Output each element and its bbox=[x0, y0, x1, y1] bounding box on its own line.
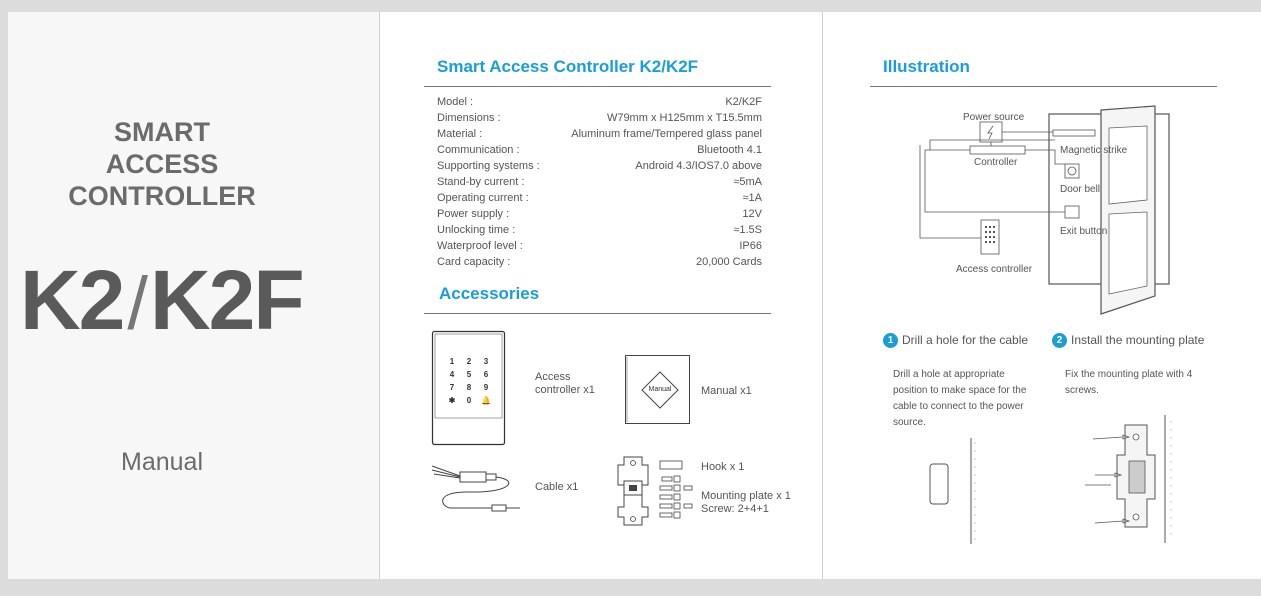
spec-key: Dimensions : bbox=[437, 112, 501, 124]
spec-key: Model : bbox=[437, 96, 474, 108]
mounting-plate-install-image bbox=[1085, 415, 1185, 545]
keypad-key: 8 bbox=[466, 383, 472, 392]
keypad-key: 3 bbox=[483, 357, 489, 366]
spec-row bbox=[437, 208, 762, 224]
access-controller-label-2: controller x1 bbox=[535, 384, 595, 396]
manual-label: Manual x1 bbox=[701, 385, 752, 397]
step-2-title bbox=[1052, 333, 1204, 348]
page-divider bbox=[822, 12, 823, 579]
spec-row bbox=[437, 128, 762, 144]
spec-row bbox=[437, 240, 762, 256]
spec-key: Operating current : bbox=[437, 192, 529, 204]
model-separator: / bbox=[127, 262, 146, 345]
keypad-key: 6 bbox=[483, 370, 489, 379]
access-controller-label-1: Access bbox=[535, 371, 571, 383]
keypad-key: 1 bbox=[449, 357, 455, 366]
step-1-number: 1 bbox=[883, 333, 898, 348]
wiring-diagram bbox=[915, 100, 1175, 320]
step-2-title-text: Install the mounting plate bbox=[1071, 333, 1205, 347]
spec-row bbox=[437, 224, 762, 240]
step-2-number: 2 bbox=[1052, 333, 1067, 348]
spec-value: ≈1.5S bbox=[733, 224, 762, 236]
model-k2f: K2F bbox=[149, 253, 303, 347]
manual-book-text: Manual bbox=[648, 386, 672, 393]
cable-label: Cable x1 bbox=[535, 481, 579, 493]
step-1-title bbox=[883, 333, 1028, 348]
accessories-rule bbox=[424, 313, 771, 314]
spec-row bbox=[437, 96, 762, 112]
spec-row bbox=[437, 176, 762, 192]
spec-value: W79mm x H125mm x T15.5mm bbox=[606, 112, 762, 124]
spec-key: Material : bbox=[437, 128, 483, 140]
spec-value: ≈1A bbox=[742, 192, 762, 204]
spec-value: ≈5mA bbox=[733, 176, 762, 188]
spec-row bbox=[437, 192, 762, 208]
keypad-key: 4 bbox=[449, 370, 455, 379]
spec-value: 20,000 Cards bbox=[695, 256, 762, 268]
spec-value: IP66 bbox=[739, 240, 762, 252]
spec-key: Card capacity : bbox=[437, 256, 511, 268]
mounting-plate-label: Mounting plate x 1 bbox=[701, 490, 791, 502]
specs-rule bbox=[424, 86, 771, 87]
keypad-key: 7 bbox=[449, 383, 455, 392]
keypad-key: 2 bbox=[466, 357, 472, 366]
spec-row bbox=[437, 160, 762, 176]
spec-key: Stand-by current : bbox=[437, 176, 525, 188]
keypad-key: 5 bbox=[466, 370, 472, 379]
step-1-description: Drill a hole at appropriate position to make space for the cable to connect to the power source. bbox=[893, 369, 1027, 428]
access-controller-diagram-label: Access controller bbox=[956, 264, 1033, 275]
illustration-rule bbox=[870, 86, 1217, 87]
door-bell-label: Door bell bbox=[1060, 184, 1101, 195]
keypad-key: 0 bbox=[466, 396, 472, 405]
page-divider bbox=[379, 12, 380, 579]
hook-label: Hook x 1 bbox=[701, 461, 745, 473]
keypad-key: 9 bbox=[483, 383, 489, 392]
spec-row bbox=[437, 144, 762, 160]
spec-key: Communication : bbox=[437, 144, 520, 156]
illustration-title: Illustration bbox=[883, 57, 970, 76]
spec-key: Power supply : bbox=[437, 208, 510, 220]
step-2-description: Fix the mounting plate with 4 screws. bbox=[1065, 369, 1193, 396]
cover-subtitle: Manual bbox=[121, 448, 203, 476]
spec-key: Waterproof level : bbox=[437, 240, 523, 252]
specs-title: Smart Access Controller K2/K2F bbox=[437, 57, 699, 76]
drill-hole-image bbox=[925, 438, 985, 548]
spec-value: K2/K2F bbox=[725, 96, 762, 108]
mounting-plate-image bbox=[610, 455, 696, 527]
power-source-label: Power source bbox=[963, 112, 1025, 123]
cover-title-line1: SMART bbox=[114, 117, 210, 147]
spec-row bbox=[437, 112, 762, 128]
accessories-title: Accessories bbox=[439, 284, 540, 303]
model-heading bbox=[20, 252, 303, 349]
model-k2: K2 bbox=[20, 253, 124, 347]
spec-value: 12V bbox=[742, 208, 762, 220]
screw-label: Screw: 2+4+1 bbox=[701, 503, 769, 515]
controller-label: Controller bbox=[974, 157, 1018, 168]
step-1-title-text: Drill a hole for the cable bbox=[902, 333, 1029, 347]
spec-value: Aluminum frame/Tempered glass panel bbox=[571, 128, 762, 140]
spec-value: Bluetooth 4.1 bbox=[697, 144, 762, 156]
spec-key: Supporting systems : bbox=[437, 160, 540, 172]
spec-key: Unlocking time : bbox=[437, 224, 516, 236]
spec-value: Android 4.3/IOS7.0 above bbox=[635, 160, 762, 172]
cover-title-line2: ACCESS CONTROLLER bbox=[68, 149, 256, 211]
magnetic-strike-label: Magnetic strike bbox=[1060, 145, 1128, 156]
keypad-key: ✱ bbox=[448, 396, 456, 405]
exit-button-label: Exit button bbox=[1060, 226, 1108, 237]
cable-image bbox=[430, 458, 525, 513]
spec-row bbox=[437, 256, 762, 272]
keypad-key: 🔔 bbox=[481, 396, 491, 405]
